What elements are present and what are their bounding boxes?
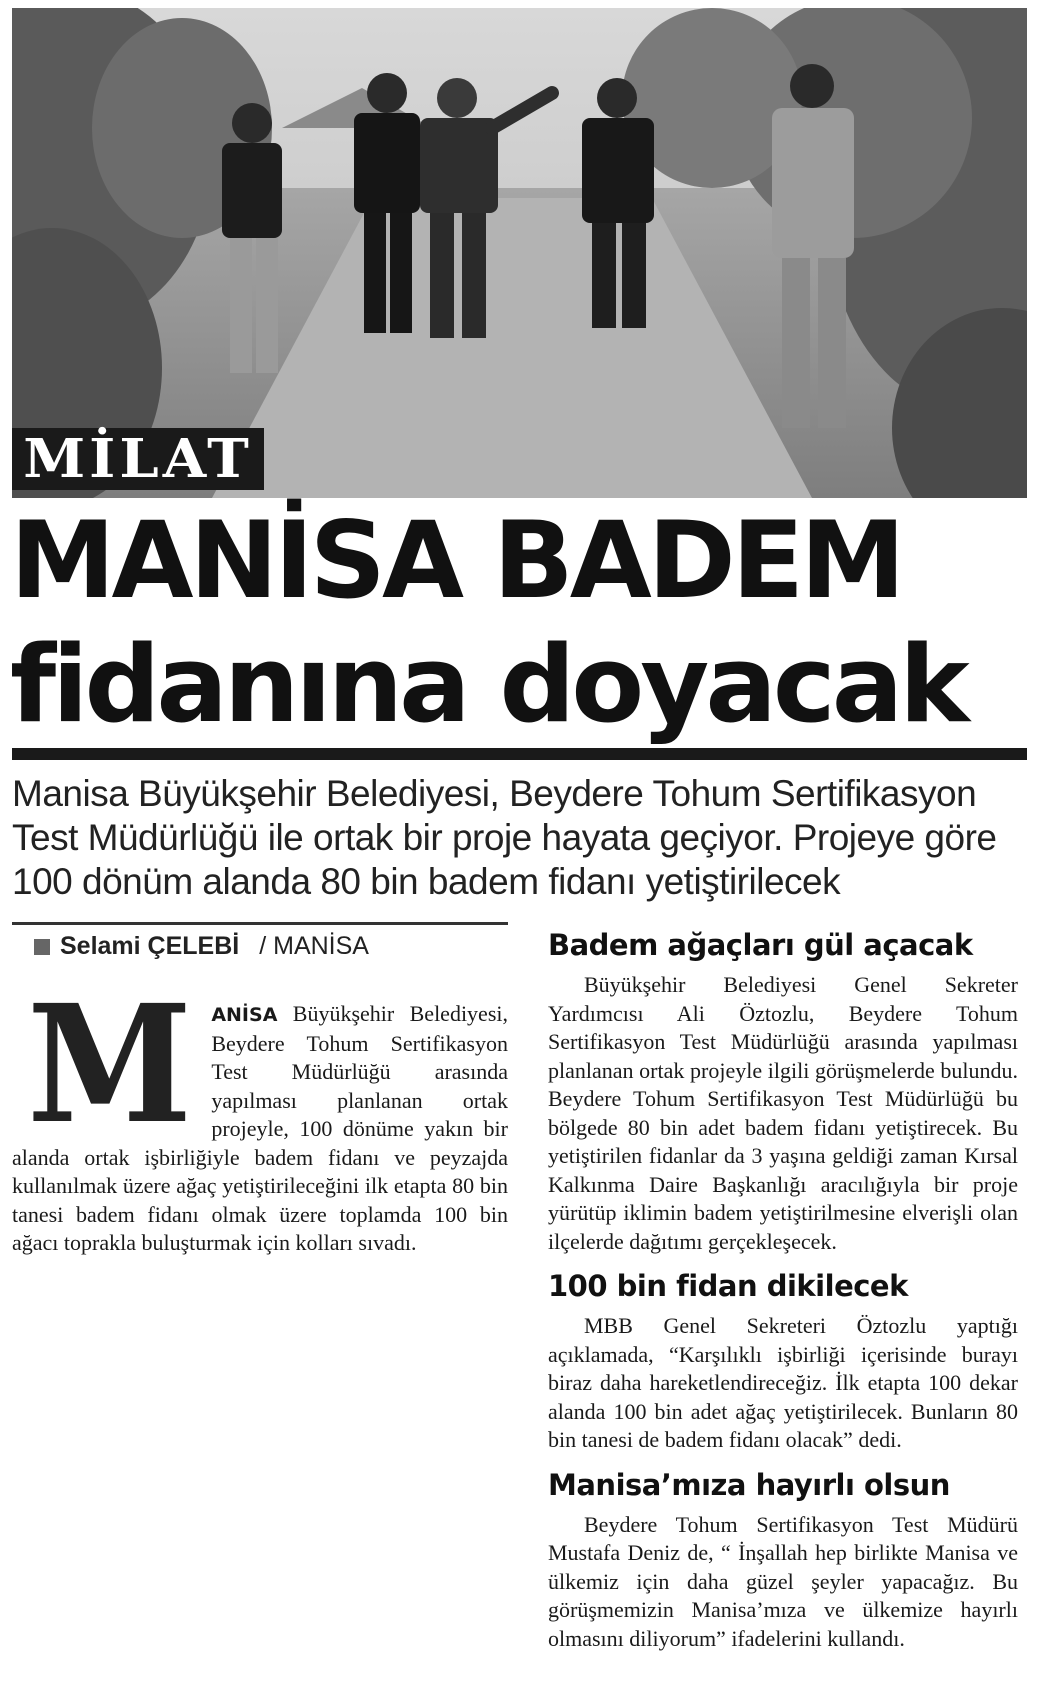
- logo-text: MİLAT: [23, 427, 253, 491]
- section-heading: 100 bin fidan dikilecek: [548, 1269, 908, 1303]
- section-text: Beydere Tohum Sertifikasyon Test Müdürü Mustafa Deniz de, “ İnşallah hep birlikte Manisa ve ülkemiz için daha güzel şeyler yapacağız. Bu görüşmemizin Manisa’mıza ve ülkemize hayırlı olmasını diliyorum” ifadelerini kullandı.: [548, 1511, 1018, 1651]
- left-column-body: Büyükşehir Belediyesi, Beydere Tohum Sertifikasyon Test Müdürlüğü arasında yapılması planlanan ortak projeyle, 100 dönüme yakın bir alanda ortak işbirliğiyle badem fidanı ve peyzajda kullanılmak üzere ağaç yetiştirileceğini ilk etapta 80 bin tanesi badem fidanı olmak üzere toplamda 100 bin ağacı toprakla buluşturmak için kolları sıvadı.: [12, 1001, 508, 1255]
- photo-illustration: [12, 8, 1027, 498]
- section-text: MBB Genel Sekreteri Öztozlu yaptığı açıklamada, “Karşılıklı işbirliği içerisinde burayı biraz daha hareketlendireceğiz. İlk etapta 100 dekar alanda 100 bin adet ağaç yetiştirilecek. Bunların 80 bin tanesi de badem fidanı olacak” dedi.: [548, 1313, 1018, 1452]
- left-column: [12, 970, 508, 1258]
- section-heading: Manisa’mıza hayırlı olsun: [548, 1467, 950, 1502]
- section: [548, 1465, 1018, 1654]
- byline-square-icon: [34, 939, 50, 955]
- section-text: Büyükşehir Belediyesi Genel Sekreter Yardımcısı Ali Öztozlu, Beydere Tohum Sertifikasyon Test Müdürlüğü arasında yapılması planlanan ortak projeyle ilgili görüşmelerde bulundu. Beydere Tohum Sertifikasyon Test Müdürlüğü bu bölgede 80 bin adet badem fidanı yetiştirecek. Bu yetiştirilen fidanlar da 3 yaşına geldiği zaman Kırsal Kalkınma Daire Başkanlığı aracılığıyla bir proje yürütüp iklimin badem yetiştirilmesine elverişli olan ilçelerde dağıtımı gerçekleşecek.: [548, 972, 1018, 1254]
- byline-location: / MANİSA: [259, 932, 369, 960]
- drop-cap: M: [27, 970, 193, 1160]
- section: [548, 1266, 1018, 1455]
- right-column: [548, 925, 1018, 1663]
- headline-divider: [12, 748, 1027, 760]
- article-deck: Manisa Büyükşehir Belediyesi, Beydere Tohum Sertifikasyon Test Müdürlüğü ile ortak bir proje hayata geçiyor. Projeye göre 100 dönüm alanda 80 bin badem fidanı yetiştirilecek: [12, 773, 997, 902]
- person-figure: [222, 103, 282, 373]
- byline: [34, 932, 369, 961]
- section-heading: Badem ağaçları gül açacak: [548, 928, 973, 962]
- headline: [10, 499, 1030, 752]
- news-photo: [12, 8, 1027, 498]
- byline-author: Selami ÇELEBİ: [60, 932, 240, 960]
- lead-word: ANİSA: [211, 1004, 278, 1026]
- headline-line-2: fidanına doyacak: [10, 623, 966, 746]
- byline-divider: [12, 922, 508, 925]
- newspaper-logo: [12, 428, 264, 490]
- section: [548, 925, 1018, 1256]
- headline-line-1: MANİSA BADEM: [10, 499, 902, 622]
